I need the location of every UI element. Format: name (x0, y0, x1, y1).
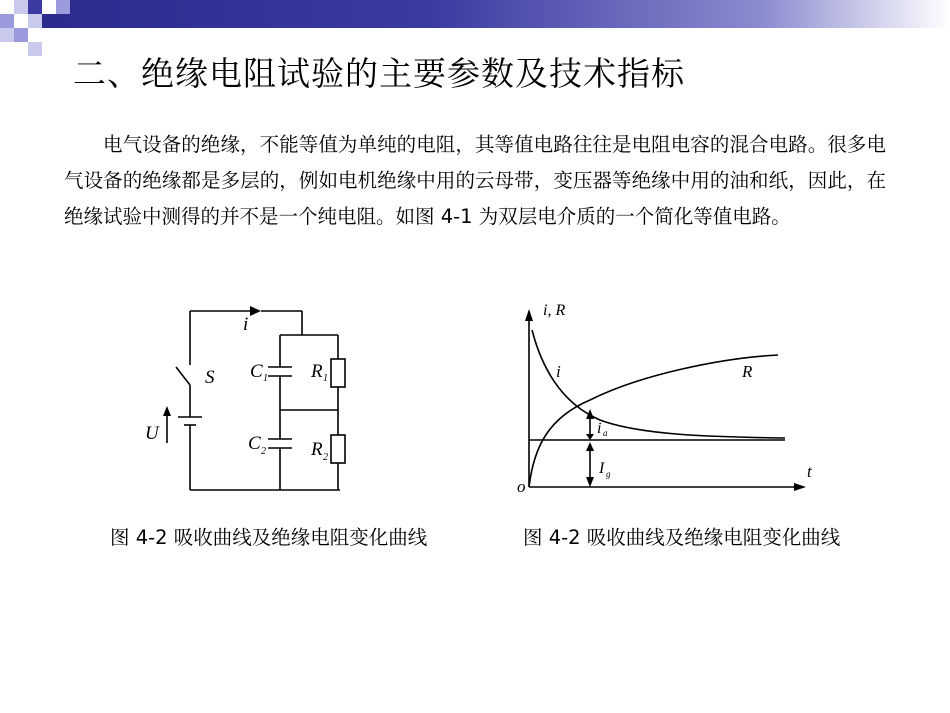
switch-label: S (205, 367, 215, 388)
ig-subscript: g (606, 469, 611, 479)
body-paragraph: 电气设备的绝缘，不能等值为单纯的电阻，其等值电路往往是电阻电容的混合电路。很多电气设备的绝缘都是多层的，例如电机绝缘中用的云母带，变压器等绝缘中用的油和纸，因此，在绝缘试验中测得的并不是一个纯电阻。如图 4-1 为双层电介质的一个简化等值电路。 (64, 133, 886, 228)
decor-square (28, 0, 42, 14)
header-band (0, 0, 950, 28)
decor-square (42, 0, 56, 14)
r2-subscript: 2 (323, 452, 328, 463)
x-axis-label: t (807, 462, 812, 481)
voltage-label: U (145, 423, 159, 444)
decor-square (28, 28, 42, 42)
ig-label: I (599, 460, 605, 477)
curve-i-label: i (556, 362, 561, 381)
absorption-curve-chart (510, 295, 830, 500)
ia-label: i (597, 420, 602, 437)
r1-subscript: 1 (323, 373, 328, 384)
current-label: i (243, 314, 249, 335)
curve-r-label: R (742, 362, 753, 381)
decor-square (56, 0, 70, 14)
c2-subscript: 2 (261, 446, 266, 457)
decor-square (14, 28, 28, 42)
decor-square (28, 14, 42, 28)
circuit-caption: 图 4-2 吸收曲线及绝缘电阻变化曲线 (110, 526, 428, 549)
decor-square (28, 42, 42, 56)
c2-label: C (248, 433, 261, 454)
chart-caption: 图 4-2 吸收曲线及绝缘电阻变化曲线 (523, 526, 841, 549)
c1-label: C (250, 361, 263, 382)
decor-square (0, 14, 14, 28)
origin-label: o (517, 477, 526, 496)
equivalent-circuit-diagram (140, 295, 360, 500)
decor-square (14, 14, 28, 28)
r1-label: R (311, 361, 323, 382)
ia-subscript: a (603, 428, 608, 438)
c1-subscript: 1 (263, 373, 268, 384)
y-axis-label: i, R (543, 302, 566, 319)
slide-title: 二、绝缘电阻试验的主要参数及技术指标 (73, 54, 685, 93)
r2-label: R (311, 439, 323, 460)
decor-square (14, 0, 28, 14)
decor-square (0, 28, 14, 42)
decor-square (0, 0, 14, 14)
